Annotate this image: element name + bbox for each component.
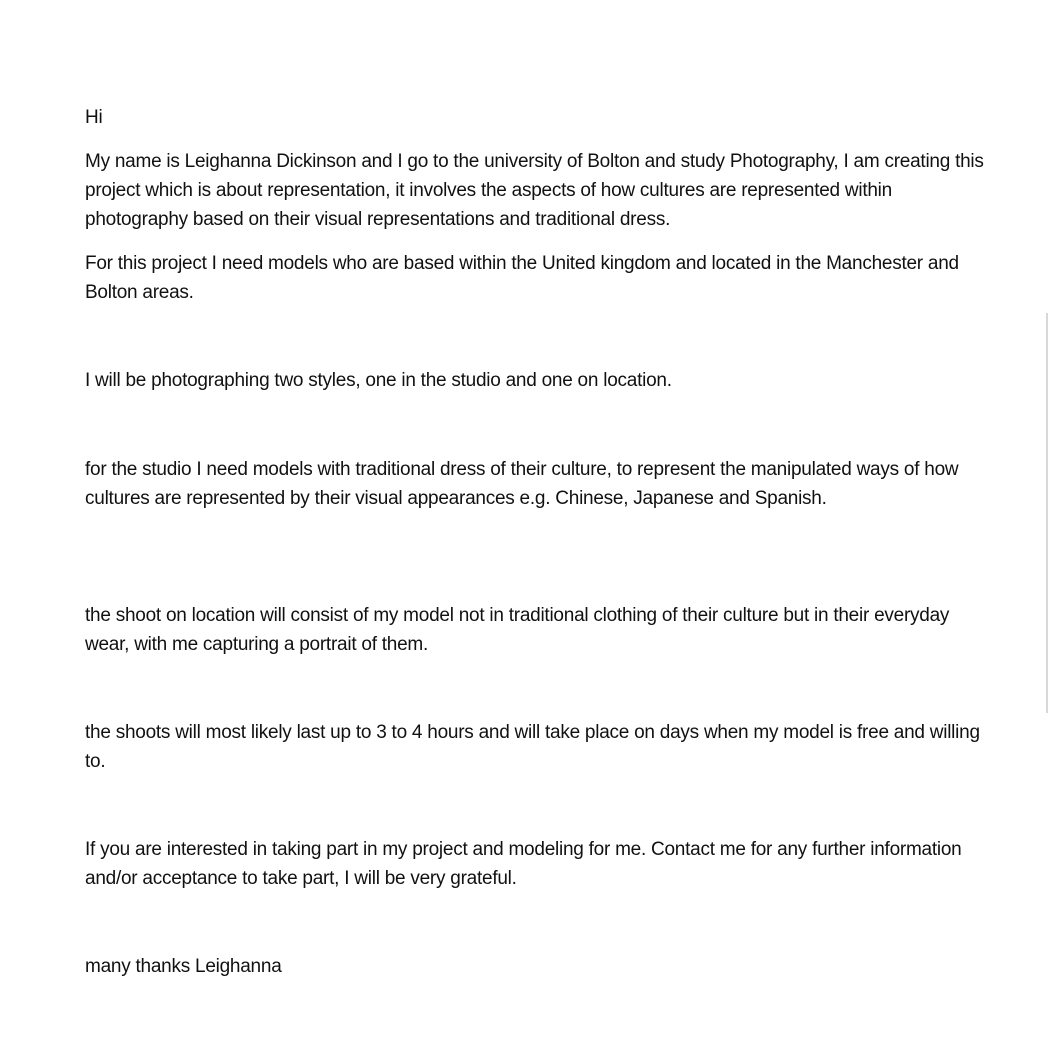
paragraph-contact: If you are interested in taking part in my project and modeling for me. Contact me for any further information and/or acceptance to take part, I will be very grateful. — [85, 839, 962, 889]
paragraph-introduction: My name is Leighanna Dickinson and I go to the university of Bolton and study Photography, I am creating this project which is about representation, it involves the aspects of how cultures are represented within photography based on their visual representations and traditional dress. — [85, 151, 984, 230]
paragraph-on-location: the shoot on location will consist of my model not in traditional clothing of their culture but in their everyday wear, with me capturing a portrait of them. — [85, 605, 950, 655]
signoff: many thanks Leighanna — [85, 956, 282, 977]
paragraph-two-styles: I will be photographing two styles, one in the studio and one on location. — [85, 370, 672, 391]
paragraph-studio: for the studio I need models with traditional dress of their culture, to represent the manipulated ways of how cultures are represented by their visual appearances e.g. Chinese, Japanese and Spanish. — [85, 459, 959, 509]
greeting: Hi — [85, 107, 103, 128]
paragraph-shoot-duration: the shoots will most likely last up to 3 to 4 hours and will take place on days when my model is free and willing to. — [85, 722, 980, 772]
paragraph-models-location: For this project I need models who are based within the United kingdom and located in the Manchester and Bolton areas. — [85, 253, 959, 303]
